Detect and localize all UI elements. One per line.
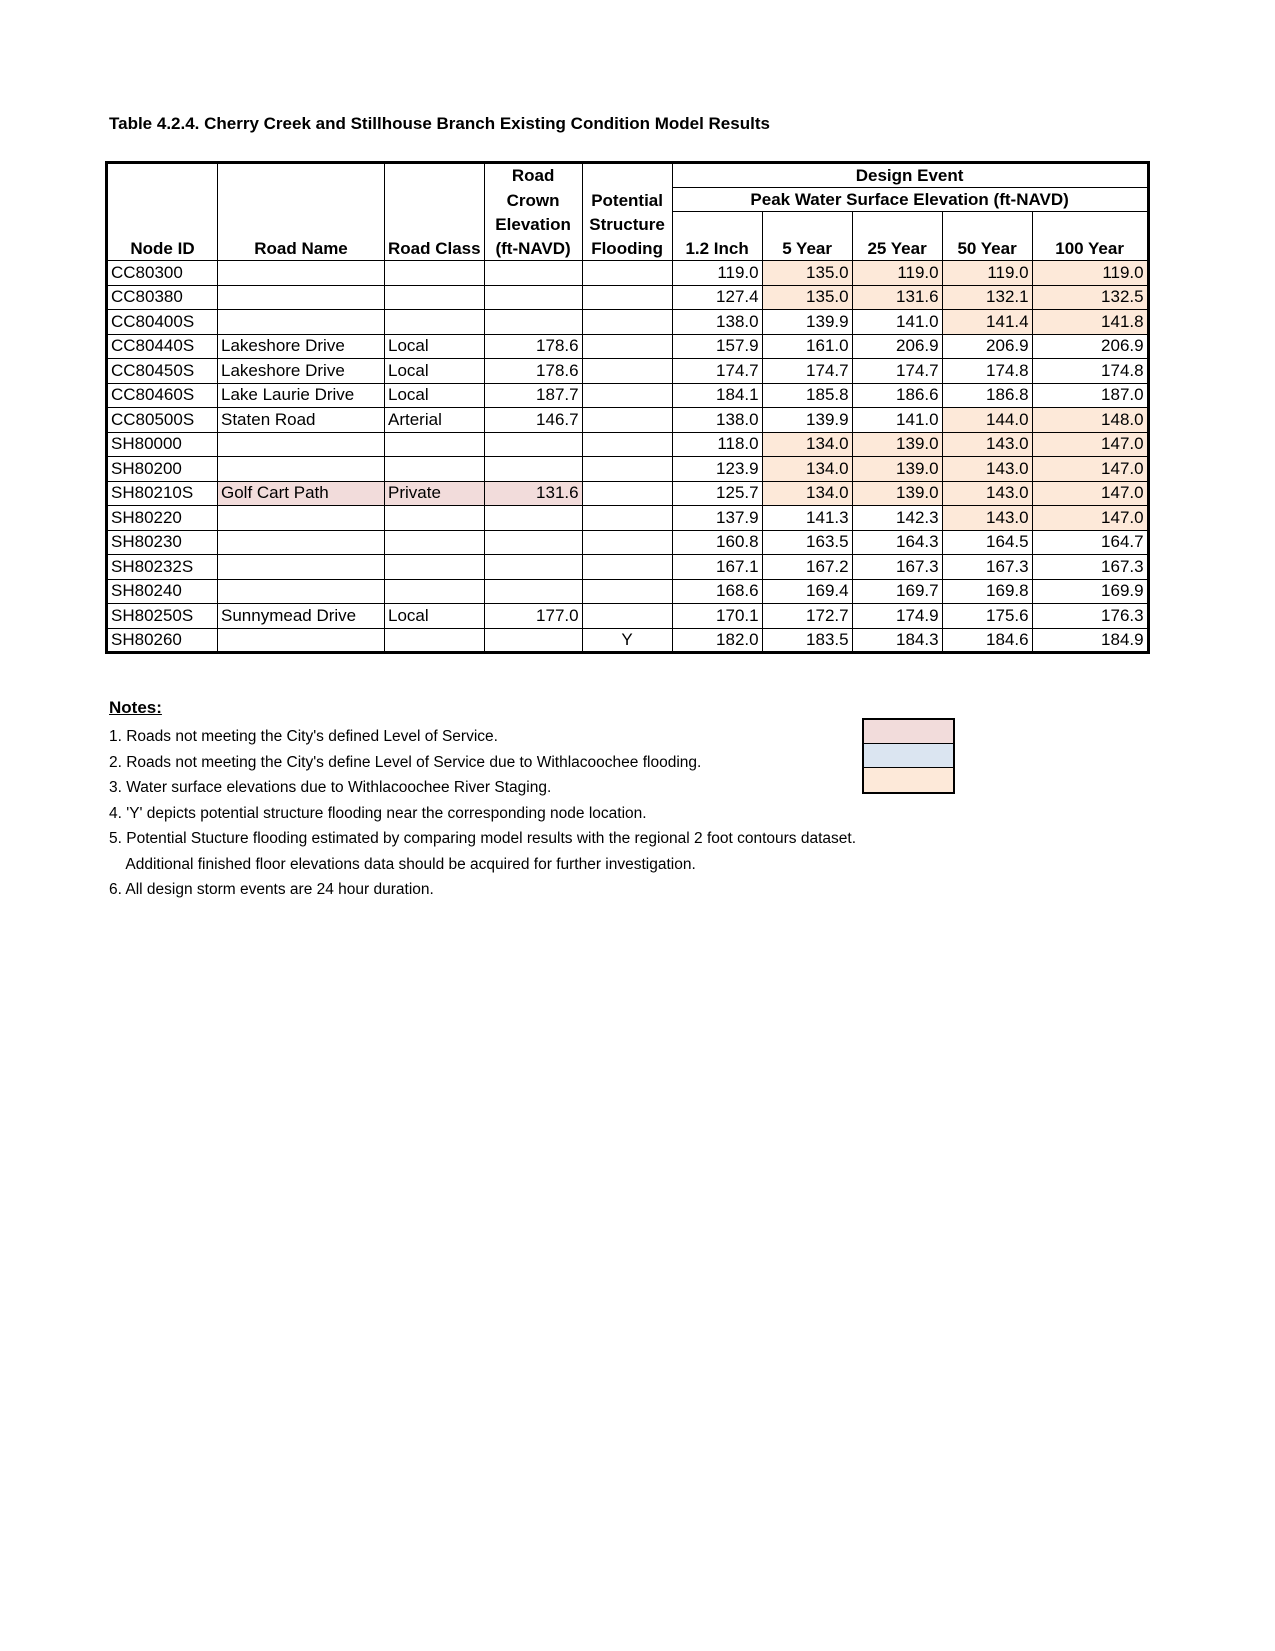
cell-road-class: Local: [385, 604, 485, 629]
cell-structure-flooding: [582, 359, 672, 384]
cell-structure-flooding: [582, 530, 672, 555]
table-body: [107, 261, 1149, 653]
table-row: [107, 383, 1149, 408]
cell-100-year: 176.3: [1032, 604, 1148, 629]
cell-structure-flooding: [582, 555, 672, 580]
table-row: [107, 359, 1149, 384]
cell-road-class: [385, 432, 485, 457]
cell-50-year: 175.6: [942, 604, 1032, 629]
cell-road-crown: 177.0: [484, 604, 582, 629]
cell-road-crown: [484, 285, 582, 310]
cell-road-crown: [484, 310, 582, 335]
cell-structure-flooding: [582, 432, 672, 457]
cell-road-class: [385, 579, 485, 604]
header-road-name: Road Name: [218, 236, 385, 261]
header-road-crown-2: Crown: [484, 187, 582, 212]
notes-section: [109, 698, 856, 903]
cell-road-name: [218, 457, 385, 482]
cell-structure-flooding: [582, 310, 672, 335]
cell-1-2-inch: 174.7: [672, 359, 762, 384]
cell-node-id: SH80240: [107, 579, 218, 604]
cell-5-year: 134.0: [762, 432, 852, 457]
table-row: [107, 261, 1149, 286]
cell-node-id: SH80260: [107, 628, 218, 653]
cell-node-id: CC80380: [107, 285, 218, 310]
legend-swatch-peach: [864, 768, 953, 792]
cell-road-class: [385, 506, 485, 531]
cell-road-crown: [484, 530, 582, 555]
cell-road-crown: [484, 457, 582, 482]
cell-1-2-inch: 182.0: [672, 628, 762, 653]
header-road-crown-3: Elevation: [484, 212, 582, 237]
cell-100-year: 187.0: [1032, 383, 1148, 408]
header-peak-wse: Peak Water Surface Elevation (ft-NAVD): [672, 187, 1148, 212]
cell-structure-flooding: [582, 481, 672, 506]
cell-50-year: 184.6: [942, 628, 1032, 653]
table-row: [107, 310, 1149, 335]
cell-5-year: 135.0: [762, 285, 852, 310]
cell-1-2-inch: 123.9: [672, 457, 762, 482]
cell-road-crown: 146.7: [484, 408, 582, 433]
cell-25-year: 139.0: [852, 432, 942, 457]
note-5-continued: Additional finished floor elevations data should be acquired for further investigation.: [109, 855, 696, 873]
cell-5-year: 139.9: [762, 408, 852, 433]
cell-50-year: 119.0: [942, 261, 1032, 286]
cell-25-year: 141.0: [852, 310, 942, 335]
notes-heading: Notes:: [109, 698, 162, 717]
cell-50-year: 144.0: [942, 408, 1032, 433]
cell-road-class: Arterial: [385, 408, 485, 433]
cell-1-2-inch: 167.1: [672, 555, 762, 580]
cell-road-class: [385, 285, 485, 310]
cell-100-year: 147.0: [1032, 481, 1148, 506]
cell-node-id: SH80220: [107, 506, 218, 531]
table-title: Table 4.2.4. Cherry Creek and Stillhouse Branch Existing Condition Model Results: [109, 114, 770, 133]
cell-25-year: 131.6: [852, 285, 942, 310]
table-row: [107, 604, 1149, 629]
cell-road-name: [218, 310, 385, 335]
table-row: [107, 457, 1149, 482]
cell-node-id: SH80232S: [107, 555, 218, 580]
cell-road-name: Lakeshore Drive: [218, 334, 385, 359]
cell-1-2-inch: 160.8: [672, 530, 762, 555]
cell-structure-flooding: [582, 334, 672, 359]
cell-road-name: [218, 579, 385, 604]
cell-road-crown: 131.6: [484, 481, 582, 506]
cell-25-year: 174.9: [852, 604, 942, 629]
results-table: [105, 161, 1150, 654]
cell-structure-flooding: [582, 579, 672, 604]
cell-100-year: 147.0: [1032, 506, 1148, 531]
note-5: 5. Potential Stucture flooding estimated by comparing model results with the regional 2 foot contours dataset.: [109, 830, 857, 847]
cell-100-year: 147.0: [1032, 432, 1148, 457]
cell-25-year: 142.3: [852, 506, 942, 531]
cell-25-year: 174.7: [852, 359, 942, 384]
cell-node-id: CC80300: [107, 261, 218, 286]
cell-node-id: SH80250S: [107, 604, 218, 629]
header-node-id: Node ID: [107, 236, 218, 261]
cell-5-year: 172.7: [762, 604, 852, 629]
table-row: [107, 555, 1149, 580]
cell-50-year: 141.4: [942, 310, 1032, 335]
cell-1-2-inch: 118.0: [672, 432, 762, 457]
cell-road-crown: 178.6: [484, 334, 582, 359]
cell-25-year: 167.3: [852, 555, 942, 580]
cell-100-year: 132.5: [1032, 285, 1148, 310]
cell-road-name: [218, 530, 385, 555]
cell-5-year: 134.0: [762, 481, 852, 506]
cell-road-class: [385, 457, 485, 482]
cell-node-id: SH80200: [107, 457, 218, 482]
note-6: 6. All design storm events are 24 hour duration.: [109, 881, 434, 898]
cell-5-year: 163.5: [762, 530, 852, 555]
cell-road-class: Local: [385, 383, 485, 408]
cell-50-year: 132.1: [942, 285, 1032, 310]
cell-100-year: 184.9: [1032, 628, 1148, 653]
cell-node-id: CC80440S: [107, 334, 218, 359]
cell-50-year: 169.8: [942, 579, 1032, 604]
cell-node-id: SH80210S: [107, 481, 218, 506]
cell-road-crown: [484, 432, 582, 457]
cell-node-id: SH80000: [107, 432, 218, 457]
cell-road-class: Private: [385, 481, 485, 506]
note-4: 4. 'Y' depicts potential structure flooding near the corresponding node location.: [109, 804, 647, 822]
cell-road-class: [385, 555, 485, 580]
table-row: [107, 481, 1149, 506]
cell-100-year: 141.8: [1032, 310, 1148, 335]
cell-road-crown: [484, 628, 582, 653]
cell-road-crown: 178.6: [484, 359, 582, 384]
cell-structure-flooding: [582, 261, 672, 286]
cell-node-id: CC80500S: [107, 408, 218, 433]
cell-5-year: 169.4: [762, 579, 852, 604]
header-potential-3: Flooding: [582, 236, 672, 261]
cell-node-id: CC80450S: [107, 359, 218, 384]
cell-100-year: 119.0: [1032, 261, 1148, 286]
cell-road-class: [385, 628, 485, 653]
cell-100-year: 164.7: [1032, 530, 1148, 555]
cell-1-2-inch: 184.1: [672, 383, 762, 408]
cell-road-class: Local: [385, 334, 485, 359]
cell-100-year: 206.9: [1032, 334, 1148, 359]
cell-node-id: CC80400S: [107, 310, 218, 335]
cell-road-name: [218, 261, 385, 286]
cell-1-2-inch: 168.6: [672, 579, 762, 604]
header-event-50-year: 50 Year: [942, 236, 1032, 261]
header-potential-2: Structure: [582, 212, 672, 237]
table-header: [107, 163, 1149, 261]
cell-25-year: 141.0: [852, 408, 942, 433]
cell-50-year: 143.0: [942, 506, 1032, 531]
cell-50-year: 206.9: [942, 334, 1032, 359]
cell-road-name: [218, 628, 385, 653]
cell-road-name: Lake Laurie Drive: [218, 383, 385, 408]
cell-1-2-inch: 127.4: [672, 285, 762, 310]
header-event-25-year: 25 Year: [852, 236, 942, 261]
cell-structure-flooding: [582, 408, 672, 433]
cell-50-year: 143.0: [942, 432, 1032, 457]
table-row: [107, 530, 1149, 555]
cell-road-name: [218, 506, 385, 531]
cell-25-year: 164.3: [852, 530, 942, 555]
cell-road-name: Golf Cart Path: [218, 481, 385, 506]
cell-structure-flooding: [582, 506, 672, 531]
cell-1-2-inch: 170.1: [672, 604, 762, 629]
cell-structure-flooding: [582, 457, 672, 482]
table-row: [107, 408, 1149, 433]
cell-25-year: 139.0: [852, 481, 942, 506]
cell-road-crown: [484, 506, 582, 531]
note-2: 2. Roads not meeting the City's define Level of Service due to Withlacoochee flooding.: [109, 753, 702, 771]
cell-25-year: 119.0: [852, 261, 942, 286]
table-row: [107, 432, 1149, 457]
cell-road-class: [385, 261, 485, 286]
cell-50-year: 167.3: [942, 555, 1032, 580]
cell-1-2-inch: 138.0: [672, 408, 762, 433]
header-road-class: Road Class: [385, 236, 485, 261]
cell-25-year: 139.0: [852, 457, 942, 482]
cell-5-year: 185.8: [762, 383, 852, 408]
note-3: 3. Water surface elevations due to Withlacoochee River Staging.: [109, 779, 552, 796]
cell-node-id: SH80230: [107, 530, 218, 555]
cell-road-name: [218, 285, 385, 310]
cell-1-2-inch: 157.9: [672, 334, 762, 359]
header-event-100-year: 100 Year: [1032, 236, 1148, 261]
cell-road-crown: [484, 579, 582, 604]
cell-5-year: 161.0: [762, 334, 852, 359]
cell-road-name: Staten Road: [218, 408, 385, 433]
cell-road-name: [218, 555, 385, 580]
cell-25-year: 186.6: [852, 383, 942, 408]
cell-road-name: Lakeshore Drive: [218, 359, 385, 384]
cell-road-class: [385, 530, 485, 555]
cell-100-year: 174.8: [1032, 359, 1148, 384]
cell-5-year: 167.2: [762, 555, 852, 580]
cell-100-year: 167.3: [1032, 555, 1148, 580]
cell-25-year: 206.9: [852, 334, 942, 359]
header-design-event: Design Event: [672, 163, 1148, 188]
color-legend: [862, 718, 955, 794]
cell-50-year: 186.8: [942, 383, 1032, 408]
cell-50-year: 143.0: [942, 457, 1032, 482]
header-potential-1: Potential: [582, 187, 672, 212]
cell-50-year: 174.8: [942, 359, 1032, 384]
cell-5-year: 134.0: [762, 457, 852, 482]
header-road-crown-1: Road: [484, 163, 582, 188]
header-event-1-2-inch: 1.2 Inch: [672, 236, 762, 261]
cell-road-name: [218, 432, 385, 457]
cell-road-class: Local: [385, 359, 485, 384]
cell-structure-flooding: [582, 285, 672, 310]
cell-road-crown: [484, 261, 582, 286]
cell-road-name: Sunnymead Drive: [218, 604, 385, 629]
cell-1-2-inch: 137.9: [672, 506, 762, 531]
header-road-crown-4: (ft-NAVD): [484, 236, 582, 261]
cell-1-2-inch: 125.7: [672, 481, 762, 506]
table-row: [107, 628, 1149, 653]
cell-node-id: CC80460S: [107, 383, 218, 408]
cell-structure-flooding: [582, 383, 672, 408]
legend-swatch-pink: [864, 720, 953, 744]
cell-road-crown: 187.7: [484, 383, 582, 408]
cell-structure-flooding: Y: [582, 628, 672, 653]
cell-25-year: 169.7: [852, 579, 942, 604]
cell-50-year: 143.0: [942, 481, 1032, 506]
cell-5-year: 183.5: [762, 628, 852, 653]
cell-1-2-inch: 138.0: [672, 310, 762, 335]
note-1: 1. Roads not meeting the City's defined Level of Service.: [109, 728, 498, 745]
cell-25-year: 184.3: [852, 628, 942, 653]
cell-5-year: 141.3: [762, 506, 852, 531]
cell-5-year: 174.7: [762, 359, 852, 384]
cell-50-year: 164.5: [942, 530, 1032, 555]
table-row: [107, 334, 1149, 359]
cell-5-year: 139.9: [762, 310, 852, 335]
header-event-5-year: 5 Year: [762, 236, 852, 261]
table-row: [107, 285, 1149, 310]
cell-100-year: 148.0: [1032, 408, 1148, 433]
cell-1-2-inch: 119.0: [672, 261, 762, 286]
cell-road-crown: [484, 555, 582, 580]
cell-5-year: 135.0: [762, 261, 852, 286]
table-row: [107, 579, 1149, 604]
cell-road-class: [385, 310, 485, 335]
cell-100-year: 147.0: [1032, 457, 1148, 482]
table-row: [107, 506, 1149, 531]
legend-swatch-blue: [864, 744, 953, 768]
cell-100-year: 169.9: [1032, 579, 1148, 604]
cell-structure-flooding: [582, 604, 672, 629]
